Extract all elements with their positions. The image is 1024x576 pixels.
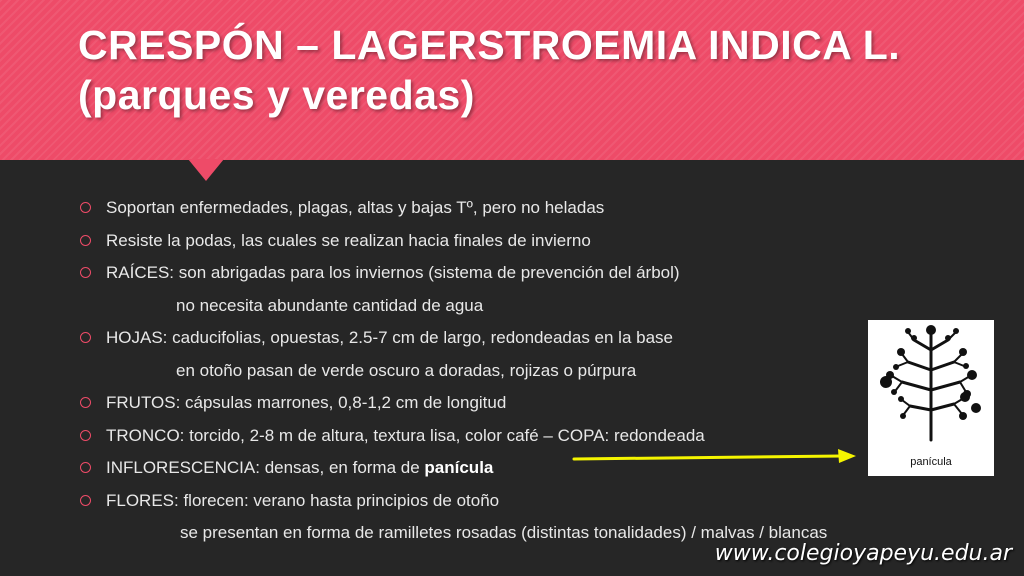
- bullet-circle-icon: [80, 267, 91, 278]
- bullet-item: [80, 322, 960, 355]
- bullet-text: no necesita abundante cantidad de agua: [176, 295, 484, 315]
- bullet-circle-icon: [80, 202, 91, 213]
- bullet-circle-icon: [80, 462, 91, 473]
- bullet-text: se presentan en forma de ramilletes rosadas (distintas tonalidades) / malvas / blancas: [180, 523, 828, 542]
- bullet-item: [80, 485, 960, 518]
- website-watermark: www.colegioyapeyu.edu.ar: [714, 541, 1012, 566]
- bullet-text: en otoño pasan de verde oscuro a doradas, rojizas o púrpura: [176, 360, 637, 380]
- bullet-list: [80, 192, 960, 550]
- bullet-continuation: [80, 355, 960, 388]
- bullet-item: [80, 257, 960, 290]
- bullet-text: Resiste la podas, las cuales se realizan hacia finales de invierno: [106, 230, 591, 250]
- banner-notch: [188, 159, 224, 181]
- bullet-text: Soportan enfermedades, plagas, altas y bajas Tº, pero no heladas: [106, 198, 605, 217]
- bullet-text: HOJAS: caducifolias, opuestas, 2.5-7 cm de largo, redondeadas en la base: [106, 328, 674, 347]
- bullet-text: TRONCO: torcido, 2-8 m de altura, textura lisa, color café – COPA: redondeada: [106, 425, 705, 445]
- bullet-text: RAÍCES: son abrigadas para los inviernos (sistema de prevención del árbol): [106, 263, 680, 282]
- bullet-item: [80, 225, 960, 258]
- bullet-circle-icon: [80, 397, 91, 408]
- bullet-text-bold: panícula: [424, 458, 494, 477]
- bullet-item: [80, 387, 960, 420]
- title-banner: [0, 0, 1024, 160]
- panicle-drawing-icon: [868, 320, 994, 454]
- bullet-text: FLORES: florecen: verano hasta principios de otoño: [106, 490, 500, 510]
- panicle-diagram: [868, 320, 994, 476]
- bullet-text: [106, 452, 493, 485]
- bullet-circle-icon: [80, 495, 91, 506]
- bullet-circle-icon: [80, 430, 91, 441]
- bullet-text-plain: INFLORESCENCIA: densas, en forma de: [106, 458, 425, 477]
- slide-title-line-1: CRESPÓN – LAGERSTROEMIA INDICA L.: [78, 22, 901, 68]
- bullet-item: [80, 192, 960, 225]
- yellow-arrow-icon: [572, 446, 858, 468]
- bullet-continuation: [80, 290, 960, 323]
- bullet-circle-icon: [80, 235, 91, 246]
- bullet-circle-icon: [80, 332, 91, 343]
- slide-title-line-2: (parques y veredas): [78, 72, 475, 118]
- bullet-text: FRUTOS: cápsulas marrones, 0,8-1,2 cm de longitud: [106, 393, 507, 412]
- slide-title: [78, 20, 998, 120]
- figure-caption: panícula: [910, 456, 952, 468]
